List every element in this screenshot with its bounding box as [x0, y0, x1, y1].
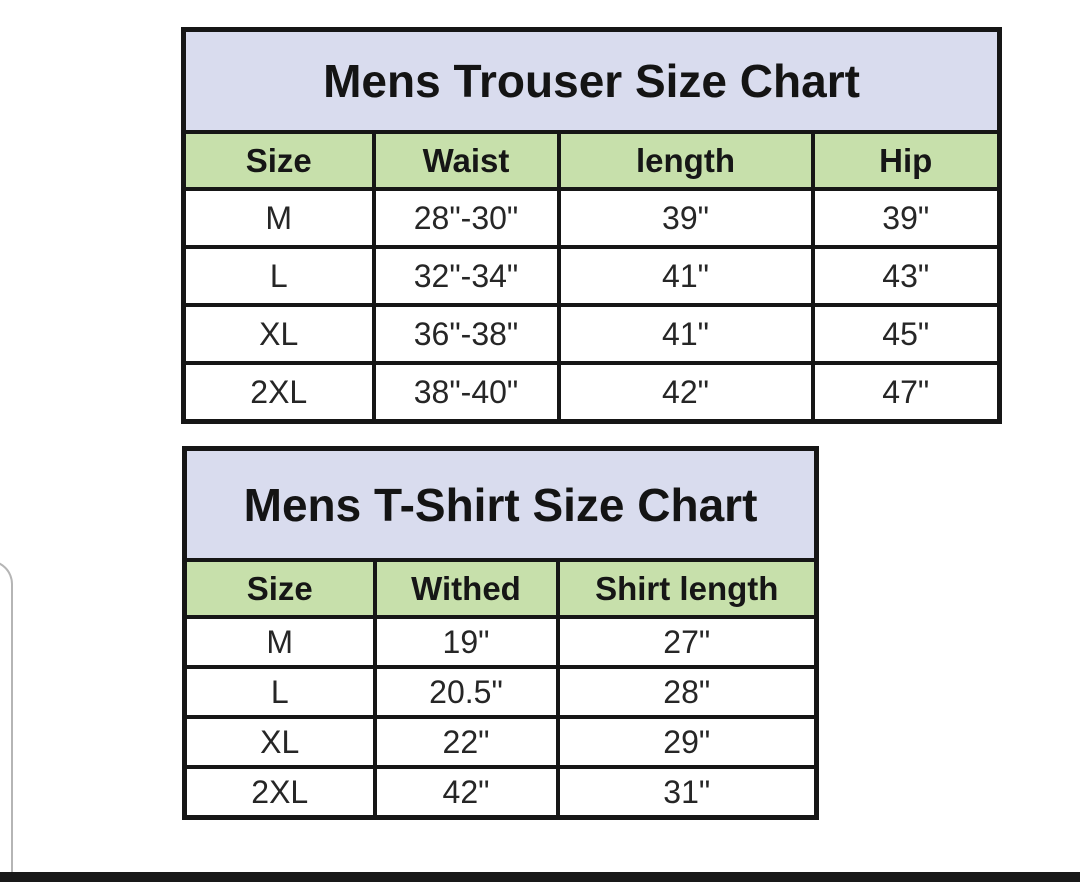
tshirt-row-xl — [185, 717, 817, 767]
shirt-length-cell: 28" — [558, 667, 817, 717]
trouser-header-size: Size — [184, 132, 374, 189]
withed-cell: 19" — [375, 617, 558, 667]
trouser-row-xl — [184, 305, 1000, 363]
trouser-title-row — [184, 30, 1000, 133]
withed-cell: 20.5" — [375, 667, 558, 717]
waist-cell: 38"-40" — [374, 363, 559, 422]
trouser-size-table — [181, 27, 1002, 424]
tshirt-table-title: Mens T-Shirt Size Chart — [185, 449, 817, 561]
waist-cell: 36"-38" — [374, 305, 559, 363]
trouser-header-waist: Waist — [374, 132, 559, 189]
length-cell: 41" — [559, 305, 813, 363]
tshirt-row-l — [185, 667, 817, 717]
hip-cell: 43" — [813, 247, 1000, 305]
length-cell: 39" — [559, 189, 813, 247]
trouser-header-length: length — [559, 132, 813, 189]
card-corner-decoration — [0, 560, 13, 874]
trouser-row-l — [184, 247, 1000, 305]
withed-cell: 42" — [375, 767, 558, 818]
hip-cell: 47" — [813, 363, 1000, 422]
tshirt-size-table — [182, 446, 819, 820]
tshirt-row-m — [185, 617, 817, 667]
size-cell: XL — [185, 717, 375, 767]
hip-cell: 39" — [813, 189, 1000, 247]
size-cell: 2XL — [185, 767, 375, 818]
tshirt-header-withed: Withed — [375, 560, 558, 617]
size-cell: L — [185, 667, 375, 717]
size-cell: M — [185, 617, 375, 667]
size-cell: L — [184, 247, 374, 305]
shirt-length-cell: 29" — [558, 717, 817, 767]
tshirt-header-shirt-length: Shirt length — [558, 560, 817, 617]
shirt-length-cell: 27" — [558, 617, 817, 667]
trouser-row-m — [184, 189, 1000, 247]
length-cell: 41" — [559, 247, 813, 305]
waist-cell: 28"-30" — [374, 189, 559, 247]
shirt-length-cell: 31" — [558, 767, 817, 818]
bottom-black-bar — [0, 872, 1080, 882]
trouser-table-title: Mens Trouser Size Chart — [184, 30, 1000, 133]
tshirt-row-2xl — [185, 767, 817, 818]
size-cell: M — [184, 189, 374, 247]
size-cell: XL — [184, 305, 374, 363]
size-cell: 2XL — [184, 363, 374, 422]
hip-cell: 45" — [813, 305, 1000, 363]
tshirt-header-size: Size — [185, 560, 375, 617]
trouser-row-2xl — [184, 363, 1000, 422]
withed-cell: 22" — [375, 717, 558, 767]
length-cell: 42" — [559, 363, 813, 422]
trouser-header-hip: Hip — [813, 132, 1000, 189]
tshirt-header-row — [185, 560, 817, 617]
tshirt-title-row — [185, 449, 817, 561]
trouser-header-row — [184, 132, 1000, 189]
waist-cell: 32"-34" — [374, 247, 559, 305]
